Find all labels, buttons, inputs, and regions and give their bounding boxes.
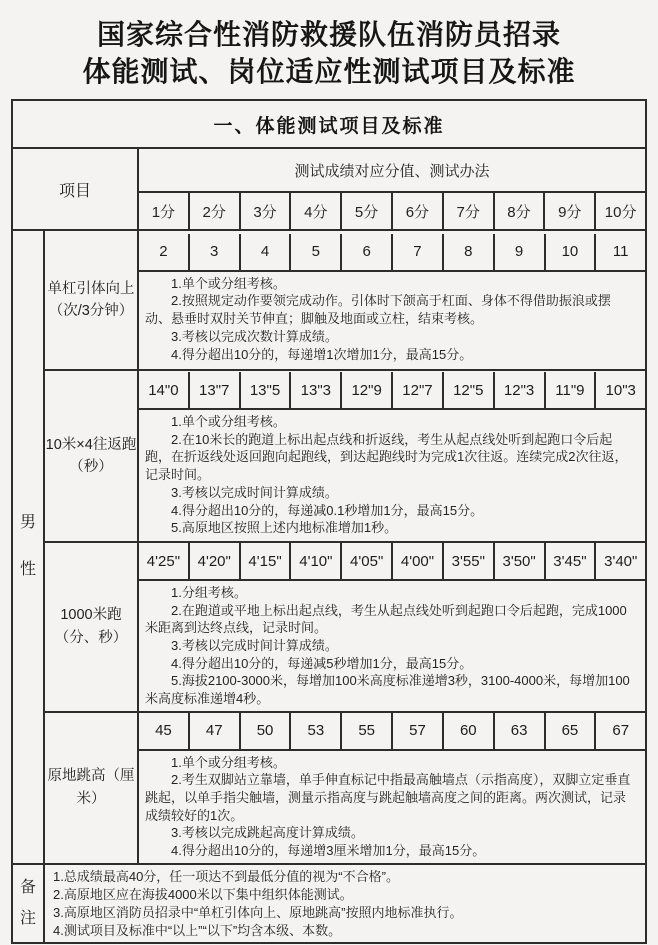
value-cell: 14"0 bbox=[139, 372, 190, 408]
title-line-1: 国家综合性消防救援队伍消防员招录 bbox=[96, 19, 561, 50]
item-content-pullups bbox=[138, 230, 646, 370]
value-cell: 60 bbox=[444, 713, 495, 749]
item-name-vertical-jump: 原地跳高（厘米） bbox=[44, 712, 138, 864]
value-cell: 4'05" bbox=[342, 543, 393, 579]
method-line: 5.海拔2100-3000米，每增加100米高度标准递增3秒，3100-4000米，每增加100米高度标准递增4秒。 bbox=[145, 673, 630, 707]
remarks-label: 备注 bbox=[20, 879, 37, 927]
table-row-shuttle-run bbox=[12, 370, 646, 542]
method-line: 2.在10米长的跑道上标出起点线和折返线，考生从起点线处听到起跑口令后起跑，在折返线处返回跑向起跑线，到达起跑线时为完成1次往返。连续完成2次往返，记录时间。 bbox=[145, 431, 628, 483]
value-cell: 4'00" bbox=[393, 543, 444, 579]
method-line: 3.考核以完成次数计算成绩。 bbox=[171, 328, 338, 344]
value-cell: 67 bbox=[612, 722, 630, 740]
value-cell: 4 bbox=[241, 234, 292, 270]
method-line: 3.考核以完成时间计算成绩。 bbox=[171, 484, 338, 500]
value-cell: 8 bbox=[444, 234, 495, 270]
value-cell: 12"7 bbox=[393, 372, 444, 408]
method-line: 1.单个或分组考核。 bbox=[171, 754, 286, 770]
value-cell: 12"5 bbox=[444, 372, 495, 408]
col-header-scores: 测试成绩对应分值、测试办法 bbox=[138, 148, 646, 192]
value-cell: 12"3 bbox=[495, 372, 546, 408]
value-cell: 50 bbox=[241, 713, 292, 749]
value-cell: 3'55" bbox=[444, 543, 495, 579]
value-cell: 4'10" bbox=[291, 543, 342, 579]
value-cell: 12"9 bbox=[342, 372, 393, 408]
method-text bbox=[139, 410, 645, 540]
score-header-3: 3分 bbox=[240, 192, 291, 230]
method-text bbox=[139, 581, 645, 711]
col-header-item: 项目 bbox=[12, 148, 138, 230]
method-line: 4.得分超出10分的，每递减0.1秒增加1分，最高15分。 bbox=[171, 502, 484, 518]
value-cell: 13"3 bbox=[291, 372, 342, 408]
value-cell: 7 bbox=[393, 234, 444, 270]
table-row-pullups bbox=[12, 230, 646, 370]
value-cell: 65 bbox=[546, 713, 597, 749]
value-cell: 2 bbox=[139, 234, 190, 270]
value-cell: 9 bbox=[495, 234, 546, 270]
method-text bbox=[139, 751, 645, 863]
score-header-8: 8分 bbox=[494, 192, 545, 230]
remarks-row bbox=[12, 864, 646, 944]
score-header-10: 10分 bbox=[595, 192, 646, 230]
value-cell: 3'40" bbox=[604, 552, 638, 570]
standards-table bbox=[11, 99, 647, 944]
value-cell: 53 bbox=[291, 713, 342, 749]
score-header-6: 6分 bbox=[392, 192, 443, 230]
value-cell: 4'20" bbox=[190, 543, 241, 579]
method-line: 1.单个或分组考核。 bbox=[171, 275, 286, 291]
page-title bbox=[0, 0, 658, 90]
score-header-7: 7分 bbox=[443, 192, 494, 230]
score-header-1: 1分 bbox=[138, 192, 189, 230]
remarks-label-cell bbox=[12, 864, 44, 944]
value-cell: 13"5 bbox=[241, 372, 292, 408]
section-header-row bbox=[12, 100, 646, 148]
value-cell: 11"9 bbox=[546, 372, 597, 408]
method-line: 4.得分超出10分的，每递减5秒增加1分，最高15分。 bbox=[171, 655, 473, 671]
value-cell: 11 bbox=[612, 243, 629, 261]
value-cell: 45 bbox=[139, 713, 190, 749]
item-name-1000m-run: 1000米跑（分、秒） bbox=[44, 542, 138, 712]
method-line: 2.按照规定动作要领完成动作。引体时下颌高于杠面、身体不得借助振浪或摆动、悬垂时双肘关节伸直；脚触及地面或立柱，结束考核。 bbox=[145, 293, 611, 327]
method-line: 2.考生双脚站立靠墙，单手伸直标记中指最高触墙点（示指高度），双脚立定垂直跳起，以单手指尖触墙，测量示指高度与跳起触墙高度之间的距离。两次测试，记录成绩较好的1次。 bbox=[145, 772, 631, 823]
value-cell: 4'25" bbox=[139, 543, 190, 579]
value-cell: 55 bbox=[342, 713, 393, 749]
remarks-content bbox=[44, 864, 646, 944]
value-cell: 3'50" bbox=[495, 543, 546, 579]
method-line: 3.考核以完成时间计算成绩。 bbox=[171, 638, 338, 654]
item-name-shuttle-run: 10米×4往返跑（秒） bbox=[44, 370, 138, 542]
values-row bbox=[139, 234, 645, 272]
values-row bbox=[139, 543, 645, 581]
values-row bbox=[139, 372, 645, 410]
gender-label: 男性 bbox=[20, 514, 37, 578]
remark-line: 2.高原地区应在海拔4000米以下集中组织体能测试。 bbox=[53, 886, 353, 902]
value-cell: 10 bbox=[546, 234, 597, 270]
score-header-9: 9分 bbox=[544, 192, 595, 230]
item-content-shuttle-run bbox=[138, 370, 646, 542]
item-content-vertical-jump bbox=[138, 712, 646, 864]
gender-cell bbox=[12, 230, 44, 864]
value-cell: 63 bbox=[495, 713, 546, 749]
table-row-1000m-run bbox=[12, 542, 646, 712]
method-line: 4.得分超出10分的，每递增3厘米增加1分，最高15分。 bbox=[171, 843, 486, 859]
title-line-2: 体能测试、岗位适应性测试项目及标准 bbox=[82, 56, 576, 87]
remark-line: 3.高原地区消防员招录中“单杠引体向上、原地跳高”按照内地标准执行。 bbox=[53, 904, 463, 920]
value-cell: 47 bbox=[190, 713, 241, 749]
method-line: 2.在跑道或平地上标出起点线，考生从起点线处听到起跑口令后起跑，完成1000米距离到达终点线，记录时间。 bbox=[145, 602, 627, 636]
value-cell: 5 bbox=[291, 234, 342, 270]
score-header-2: 2分 bbox=[189, 192, 240, 230]
item-content-1000m-run bbox=[138, 542, 646, 712]
value-cell: 6 bbox=[342, 234, 393, 270]
score-header-5: 5分 bbox=[341, 192, 392, 230]
value-cell: 3 bbox=[190, 234, 241, 270]
method-line: 3.考核以完成跳起高度计算成绩。 bbox=[171, 825, 364, 841]
method-line: 1.单个或分组考核。 bbox=[171, 414, 286, 430]
header-row-1 bbox=[12, 148, 646, 192]
item-name-pullups: 单杠引体向上（次/3分钟） bbox=[44, 230, 138, 370]
method-text bbox=[139, 272, 645, 366]
value-cell: 57 bbox=[393, 713, 444, 749]
value-cell: 3'45" bbox=[546, 543, 597, 579]
method-line: 4.得分超出10分的，每递增1次增加1分，最高15分。 bbox=[171, 346, 473, 362]
value-cell: 4'15" bbox=[241, 543, 292, 579]
values-row bbox=[139, 713, 645, 751]
score-header-4: 4分 bbox=[290, 192, 341, 230]
method-line: 5.高原地区按照上述内地标准增加1秒。 bbox=[171, 520, 398, 536]
remark-line: 4.测试项目及标准中“以上”“以下”均含本级、本数。 bbox=[53, 922, 342, 938]
section-header: 一、体能测试项目及标准 bbox=[12, 100, 646, 148]
value-cell: 10"3 bbox=[605, 381, 636, 399]
method-line: 1.分组考核。 bbox=[171, 585, 247, 600]
table-row-vertical-jump bbox=[12, 712, 646, 864]
value-cell: 13"7 bbox=[190, 372, 241, 408]
remark-line: 1.总成绩最高40分，任一项达不到最低分值的视为“不合格”。 bbox=[53, 868, 399, 884]
